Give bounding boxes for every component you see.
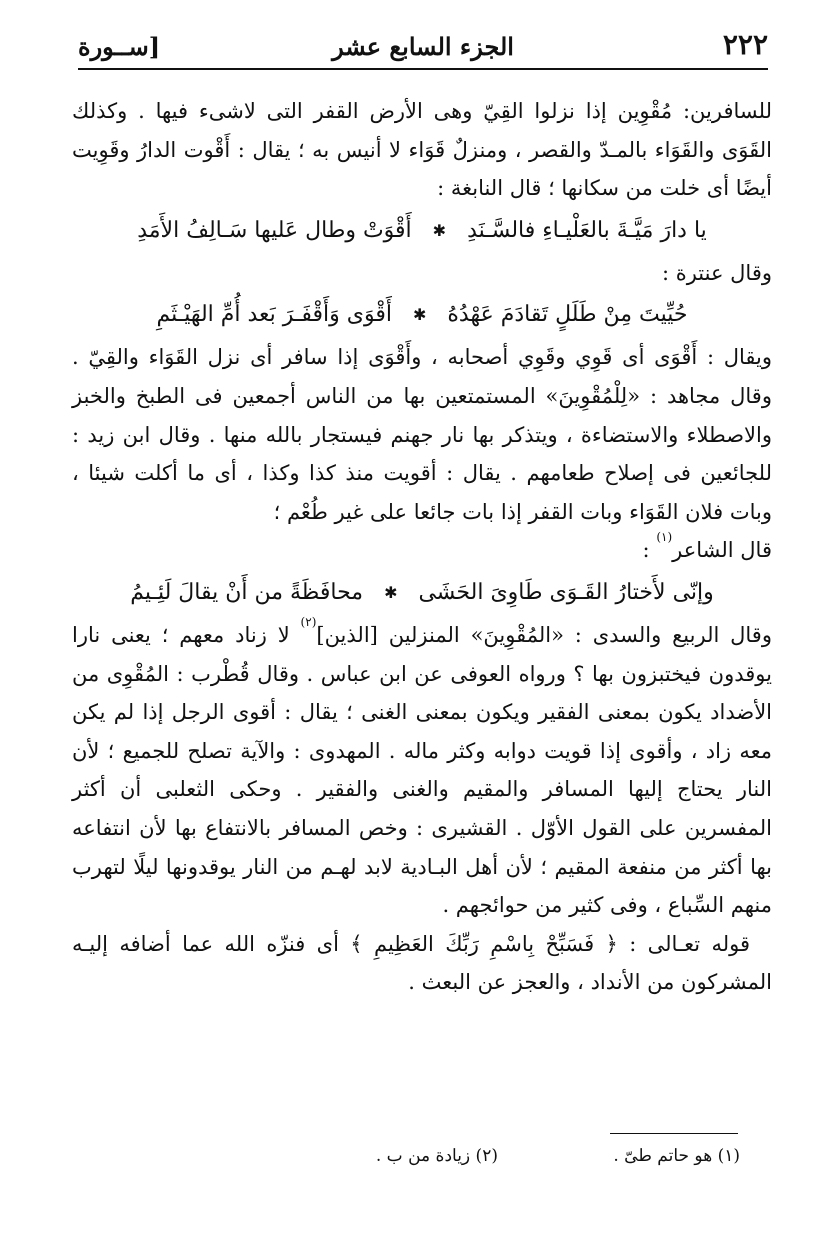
footnote-2: (٢) زيادة من ب .	[375, 1146, 498, 1166]
paragraph-5	[72, 616, 772, 925]
poet-intro-colon: :	[642, 538, 657, 563]
page-header	[78, 22, 768, 68]
running-title: الجزء السابع عشر	[332, 32, 514, 61]
main-text	[72, 92, 772, 1002]
footnote-1: (١) هو حاتم طىّ .	[613, 1146, 740, 1166]
verse-hatim-second-hemistich: محافَظَةً من أَنْ يقالَ لَئِـيمُ	[130, 579, 364, 605]
verse-separator-star-icon: ✱	[432, 220, 447, 240]
paragraph-antara-intro: وقال عنترة :	[661, 260, 772, 285]
footnote-marker-2: (٢)	[300, 614, 317, 629]
page-number: ٢٢٢	[722, 28, 768, 61]
verse-antara-first-hemistich: حُيِّيتَ مِنْ طَلَلٍ تَقادَمَ عَهْدُهُ	[447, 302, 688, 328]
paragraph-5-rest: لا زناد معهم ؛ يعنى نارا يوقدون فيختبزون بها ؟ ورواه العوفى عن ابن عباس . وقال قُطْرب : المُقْوِى من الأضداد يكون بمعنى الفقير ويكون بمعنى الغنى ؛ يقال : أقوى الرجل إذا لم يكن معه زاد ، وأقوى إذا قويت دوابه وكثر ماله . المهدوى : والآية تصلح للجميع ؛ لأن النار يحتاج إليها المسافر والمقيم والغنى والفقير . وحكى الثعلبى أن أكثر المفسرين على القول الأوّل . القشيرى : وخص المسافر بالانتفاع بها لأن انتفاعه بها أكثر من منفعة المقيم ؛ لأن أهل البـادية لابد لهـم من النار يوقدونها ليلًا لتهرب منهم السِّباع ، وفى كثير من حوائجهم .	[72, 622, 772, 918]
verse-separator-star-icon: ✱	[384, 582, 398, 602]
verse-nabigha-first-hemistich: يا دارَ مَيَّـةَ بالعَلْيـاءِ فالسَّـنَدِ	[467, 217, 707, 243]
poet-intro-text: قال الشاعر	[672, 538, 772, 563]
verse-hatim	[72, 570, 772, 616]
footnotes	[300, 1142, 740, 1170]
footnote-marker-1: (١)	[656, 530, 673, 545]
verse-nabigha-second-hemistich: أَقْوَتْ وطال عَليها سَـالِفُ الأَمَدِ	[137, 217, 412, 243]
paragraph-6: قوله تعـالى : ﴿ فَسَبِّحْ بِاسْمِ رَبِّكَ العَظِيمِ ﴾ أى فنزّه الله عما أضافه إليـه المشركون من الأنداد ، والعجز عن البعث .	[72, 931, 772, 995]
paragraph-5-start: وقال الربيع والسدى : «المُقْوِينَ» المنزلين	[377, 622, 772, 647]
paragraph-3: ويقال : أَقْوَى أى قَوِي وقَوِي أصحابه ، وأَقْوَى إذا سافر أى نزل القَوَاء والقِيّ . وقال مجاهد : «لِلْمُقْوِينَ» المستمتعين بها من الناس أجمعين فى الطبخ والخبز والاصطلاء والاستضاءة ، ويتذكر بها نار جهنم فيستجار بالله منها . وقال ابن زيد : للجائعين فى إصلاح طعامهم . يقال : أقويت منذ كذا وكذا ، أى ما أكلت شيئا ، وبات فلان القَوَاء وبات القفر إذا بات جائعا على غير طُعْم ؛	[72, 345, 772, 524]
header-divider	[78, 68, 768, 70]
bracketed-addition: [الذين]	[316, 622, 378, 647]
verse-antara	[72, 292, 772, 338]
verse-nabigha	[72, 208, 772, 254]
surah-label: [ســورة	[78, 32, 161, 61]
verse-hatim-first-hemistich: وإنّى لأَختارُ القَـوَى طَاوِىَ الحَشَى	[418, 579, 714, 605]
paragraph-poet-intro	[72, 531, 772, 570]
footnote-divider	[610, 1133, 738, 1134]
verse-separator-star-icon: ✱	[412, 305, 427, 325]
verse-antara-second-hemistich: أَقْوَى وَأَقْفَـرَ بَعد أُمِّ الهَيْـثَمِ	[156, 302, 392, 328]
paragraph-1: للسافرين: مُقْوِين إذا نزلوا القِيّ وهى الأرض القفر التى لاشىء فيها . وكذلك القَوَى والقَوَاء بالمـدّ والقصر ، ومنزلٌ قَوَاء لا أنيس به ؛ يقال : أَقْوت الدارُ وقَوِيت أيضًا أى خلت من سكانها ؛ قال النابغة :	[72, 99, 772, 201]
